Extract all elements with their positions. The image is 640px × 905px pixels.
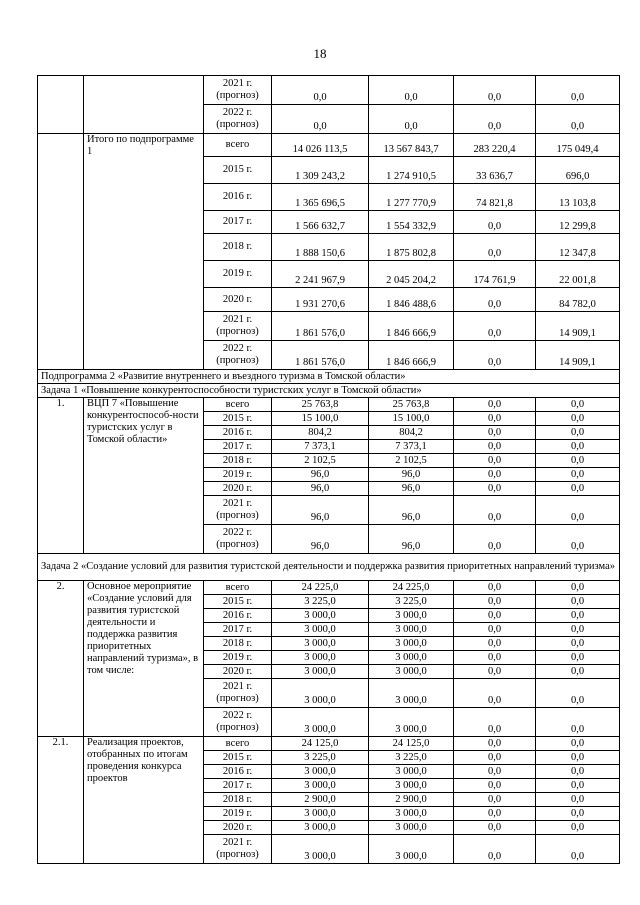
- period-cell: 2020 г.: [204, 288, 272, 312]
- value-cell: 0,0: [272, 105, 369, 134]
- value-cell: 74 821,8: [454, 184, 536, 211]
- value-cell: 0,0: [454, 234, 536, 261]
- value-cell: 0,0: [536, 609, 620, 623]
- value-cell: 0,0: [536, 525, 620, 554]
- value-cell: 0,0: [454, 312, 536, 341]
- value-cell: 3 000,0: [272, 779, 369, 793]
- period-cell: 2022 г. (прогноз): [204, 525, 272, 554]
- value-cell: 0,0: [369, 105, 454, 134]
- value-cell: 0,0: [536, 76, 620, 105]
- value-cell: 0,0: [536, 496, 620, 525]
- value-cell: 0,0: [536, 623, 620, 637]
- value-cell: 0,0: [536, 581, 620, 595]
- value-cell: 3 000,0: [369, 623, 454, 637]
- table-row: [38, 76, 620, 105]
- value-cell: 1 875 802,8: [369, 234, 454, 261]
- value-cell: 0,0: [536, 793, 620, 807]
- value-cell: 0,0: [454, 468, 536, 482]
- value-cell: 13 567 843,7: [369, 134, 454, 157]
- value-cell: 0,0: [454, 765, 536, 779]
- value-cell: 3 000,0: [272, 623, 369, 637]
- value-cell: 3 000,0: [272, 665, 369, 679]
- value-cell: 174 761,9: [454, 261, 536, 288]
- value-cell: 0,0: [536, 595, 620, 609]
- value-cell: 2 241 967,9: [272, 261, 369, 288]
- period-cell: 2018 г.: [204, 637, 272, 651]
- period-cell: 2016 г.: [204, 609, 272, 623]
- budget-table: [37, 75, 620, 864]
- value-cell: 14 909,1: [536, 341, 620, 370]
- value-cell: 0,0: [454, 623, 536, 637]
- value-cell: 2 900,0: [369, 793, 454, 807]
- value-cell: 0,0: [454, 440, 536, 454]
- value-cell: 0,0: [454, 637, 536, 651]
- value-cell: 1 931 270,6: [272, 288, 369, 312]
- table-row: [38, 737, 620, 751]
- value-cell: 3 000,0: [369, 821, 454, 835]
- value-cell: 22 001,8: [536, 261, 620, 288]
- period-cell: 2022 г. (прогноз): [204, 708, 272, 737]
- period-cell: 2015 г.: [204, 595, 272, 609]
- value-cell: 0,0: [536, 651, 620, 665]
- table-row: [38, 370, 620, 384]
- period-cell: 2018 г.: [204, 454, 272, 468]
- value-cell: 0,0: [536, 412, 620, 426]
- period-cell: 2022 г. (прогноз): [204, 341, 272, 370]
- value-cell: 0,0: [536, 426, 620, 440]
- section-heading: Подпрограмма 2 «Развитие внутреннего и въездного туризма в Томской области»: [38, 370, 620, 384]
- item-name: Реализация проектов, отобранных по итогам проведения конкурса проектов: [84, 737, 204, 864]
- period-cell: 2021 г. (прогноз): [204, 76, 272, 105]
- period-cell: 2017 г.: [204, 623, 272, 637]
- value-cell: 0,0: [454, 679, 536, 708]
- value-cell: 0,0: [454, 454, 536, 468]
- value-cell: 696,0: [536, 157, 620, 184]
- value-cell: 3 225,0: [369, 751, 454, 765]
- value-cell: 0,0: [536, 835, 620, 864]
- value-cell: 33 636,7: [454, 157, 536, 184]
- value-cell: 96,0: [369, 482, 454, 496]
- value-cell: 0,0: [536, 440, 620, 454]
- period-cell: 2016 г.: [204, 765, 272, 779]
- value-cell: 0,0: [536, 708, 620, 737]
- value-cell: 0,0: [272, 76, 369, 105]
- period-cell: 2015 г.: [204, 751, 272, 765]
- period-cell: 2021 г. (прогноз): [204, 835, 272, 864]
- item-number: 2.: [38, 581, 84, 737]
- value-cell: 84 782,0: [536, 288, 620, 312]
- value-cell: 3 000,0: [272, 708, 369, 737]
- value-cell: 0,0: [536, 779, 620, 793]
- value-cell: 804,2: [369, 426, 454, 440]
- value-cell: 0,0: [536, 482, 620, 496]
- value-cell: 1 274 910,5: [369, 157, 454, 184]
- table-row: [38, 554, 620, 581]
- period-cell: 2021 г. (прогноз): [204, 679, 272, 708]
- period-cell: 2017 г.: [204, 779, 272, 793]
- value-cell: 14 909,1: [536, 312, 620, 341]
- value-cell: 2 900,0: [272, 793, 369, 807]
- item-name: ВЦП 7 «Повышение конкурентоспособ-ности туристских услуг в Томской области»: [84, 398, 204, 554]
- value-cell: 0,0: [454, 288, 536, 312]
- value-cell: 0,0: [454, 525, 536, 554]
- value-cell: 12 299,8: [536, 211, 620, 234]
- value-cell: 24 225,0: [369, 581, 454, 595]
- value-cell: 1 846 666,9: [369, 341, 454, 370]
- value-cell: 1 861 576,0: [272, 312, 369, 341]
- value-cell: 3 000,0: [272, 679, 369, 708]
- period-cell: всего: [204, 737, 272, 751]
- value-cell: 0,0: [536, 821, 620, 835]
- value-cell: 3 000,0: [369, 835, 454, 864]
- value-cell: 3 000,0: [369, 651, 454, 665]
- value-cell: 0,0: [454, 751, 536, 765]
- period-cell: 2019 г.: [204, 468, 272, 482]
- value-cell: 96,0: [272, 496, 369, 525]
- value-cell: 3 000,0: [272, 637, 369, 651]
- value-cell: 175 049,4: [536, 134, 620, 157]
- value-cell: 0,0: [454, 651, 536, 665]
- value-cell: 0,0: [454, 482, 536, 496]
- value-cell: 1 566 632,7: [272, 211, 369, 234]
- value-cell: 0,0: [454, 595, 536, 609]
- period-cell: 2016 г.: [204, 426, 272, 440]
- value-cell: 24 125,0: [272, 737, 369, 751]
- value-cell: 1 846 666,9: [369, 312, 454, 341]
- value-cell: 96,0: [272, 468, 369, 482]
- value-cell: 24 125,0: [369, 737, 454, 751]
- value-cell: 3 000,0: [369, 779, 454, 793]
- value-cell: 3 000,0: [272, 821, 369, 835]
- value-cell: 3 225,0: [369, 595, 454, 609]
- page-number: 18: [313, 46, 327, 61]
- value-cell: 25 763,8: [369, 398, 454, 412]
- period-cell: 2021 г. (прогноз): [204, 496, 272, 525]
- value-cell: 3 000,0: [272, 651, 369, 665]
- value-cell: 1 277 770,9: [369, 184, 454, 211]
- value-cell: 0,0: [454, 609, 536, 623]
- value-cell: 0,0: [454, 665, 536, 679]
- period-cell: 2019 г.: [204, 261, 272, 288]
- table-row: [38, 581, 620, 595]
- value-cell: 0,0: [369, 76, 454, 105]
- value-cell: 3 225,0: [272, 751, 369, 765]
- value-cell: 0,0: [454, 341, 536, 370]
- value-cell: 15 100,0: [272, 412, 369, 426]
- value-cell: 0,0: [454, 76, 536, 105]
- value-cell: 3 000,0: [369, 708, 454, 737]
- value-cell: 0,0: [454, 737, 536, 751]
- value-cell: 0,0: [536, 807, 620, 821]
- value-cell: 0,0: [454, 426, 536, 440]
- period-cell: 2019 г.: [204, 651, 272, 665]
- value-cell: 3 000,0: [272, 835, 369, 864]
- period-cell: всего: [204, 398, 272, 412]
- value-cell: 2 045 204,2: [369, 261, 454, 288]
- value-cell: 1 861 576,0: [272, 341, 369, 370]
- period-cell: 2018 г.: [204, 793, 272, 807]
- value-cell: 96,0: [272, 525, 369, 554]
- value-cell: 0,0: [454, 821, 536, 835]
- value-cell: 0,0: [454, 496, 536, 525]
- value-cell: 0,0: [454, 708, 536, 737]
- item-name: Итого по подпрограмме 1: [84, 134, 204, 370]
- item-number: [38, 76, 84, 134]
- value-cell: 0,0: [454, 211, 536, 234]
- period-cell: 2018 г.: [204, 234, 272, 261]
- value-cell: 0,0: [536, 765, 620, 779]
- value-cell: 0,0: [454, 581, 536, 595]
- value-cell: 3 000,0: [369, 679, 454, 708]
- item-number: [38, 134, 84, 370]
- value-cell: 12 347,8: [536, 234, 620, 261]
- period-cell: 2015 г.: [204, 412, 272, 426]
- value-cell: 3 000,0: [272, 807, 369, 821]
- period-cell: 2017 г.: [204, 440, 272, 454]
- value-cell: 7 373,1: [369, 440, 454, 454]
- section-heading: Задача 2 «Создание условий для развития туристской деятельности и поддержка развития приоритетных направлений туризма»: [38, 554, 620, 581]
- value-cell: 3 225,0: [272, 595, 369, 609]
- value-cell: 0,0: [454, 793, 536, 807]
- value-cell: 0,0: [454, 807, 536, 821]
- value-cell: 1 554 332,9: [369, 211, 454, 234]
- value-cell: 0,0: [454, 398, 536, 412]
- period-cell: 2022 г. (прогноз): [204, 105, 272, 134]
- value-cell: 3 000,0: [272, 765, 369, 779]
- table-row: [38, 384, 620, 398]
- value-cell: 0,0: [454, 412, 536, 426]
- value-cell: 2 102,5: [272, 454, 369, 468]
- item-number: 2.1.: [38, 737, 84, 864]
- period-cell: 2015 г.: [204, 157, 272, 184]
- value-cell: 1 888 150,6: [272, 234, 369, 261]
- value-cell: 13 103,8: [536, 184, 620, 211]
- value-cell: 283 220,4: [454, 134, 536, 157]
- table-row: [38, 134, 620, 157]
- period-cell: всего: [204, 134, 272, 157]
- table-row: [38, 398, 620, 412]
- value-cell: 0,0: [536, 454, 620, 468]
- period-cell: 2021 г. (прогноз): [204, 312, 272, 341]
- period-cell: 2020 г.: [204, 482, 272, 496]
- section-heading: Задача 1 «Повышение конкурентоспособности туристских услуг в Томской области»: [38, 384, 620, 398]
- value-cell: 0,0: [536, 637, 620, 651]
- value-cell: 0,0: [454, 105, 536, 134]
- period-cell: всего: [204, 581, 272, 595]
- value-cell: 0,0: [454, 779, 536, 793]
- period-cell: 2019 г.: [204, 807, 272, 821]
- value-cell: 15 100,0: [369, 412, 454, 426]
- value-cell: 3 000,0: [369, 807, 454, 821]
- value-cell: 0,0: [536, 737, 620, 751]
- value-cell: 96,0: [369, 496, 454, 525]
- value-cell: 0,0: [536, 105, 620, 134]
- item-name: [84, 76, 204, 134]
- value-cell: 0,0: [536, 468, 620, 482]
- value-cell: 96,0: [272, 482, 369, 496]
- value-cell: 14 026 113,5: [272, 134, 369, 157]
- value-cell: 3 000,0: [369, 665, 454, 679]
- value-cell: 0,0: [536, 679, 620, 708]
- value-cell: 0,0: [536, 398, 620, 412]
- period-cell: 2016 г.: [204, 184, 272, 211]
- period-cell: 2017 г.: [204, 211, 272, 234]
- value-cell: 1 365 696,5: [272, 184, 369, 211]
- value-cell: 0,0: [536, 665, 620, 679]
- value-cell: 0,0: [454, 835, 536, 864]
- value-cell: 1 846 488,6: [369, 288, 454, 312]
- value-cell: 0,0: [536, 751, 620, 765]
- value-cell: 7 373,1: [272, 440, 369, 454]
- item-name: Основное мероприятие «Создание условий для развития туристской деятельности и поддержка развития приоритетных направлений туризма», в том числе:: [84, 581, 204, 737]
- period-cell: 2020 г.: [204, 821, 272, 835]
- value-cell: 3 000,0: [369, 765, 454, 779]
- value-cell: 96,0: [369, 525, 454, 554]
- value-cell: 25 763,8: [272, 398, 369, 412]
- value-cell: 2 102,5: [369, 454, 454, 468]
- value-cell: 24 225,0: [272, 581, 369, 595]
- value-cell: 3 000,0: [272, 609, 369, 623]
- value-cell: 96,0: [369, 468, 454, 482]
- value-cell: 3 000,0: [369, 637, 454, 651]
- value-cell: 1 309 243,2: [272, 157, 369, 184]
- value-cell: 804,2: [272, 426, 369, 440]
- value-cell: 3 000,0: [369, 609, 454, 623]
- item-number: 1.: [38, 398, 84, 554]
- period-cell: 2020 г.: [204, 665, 272, 679]
